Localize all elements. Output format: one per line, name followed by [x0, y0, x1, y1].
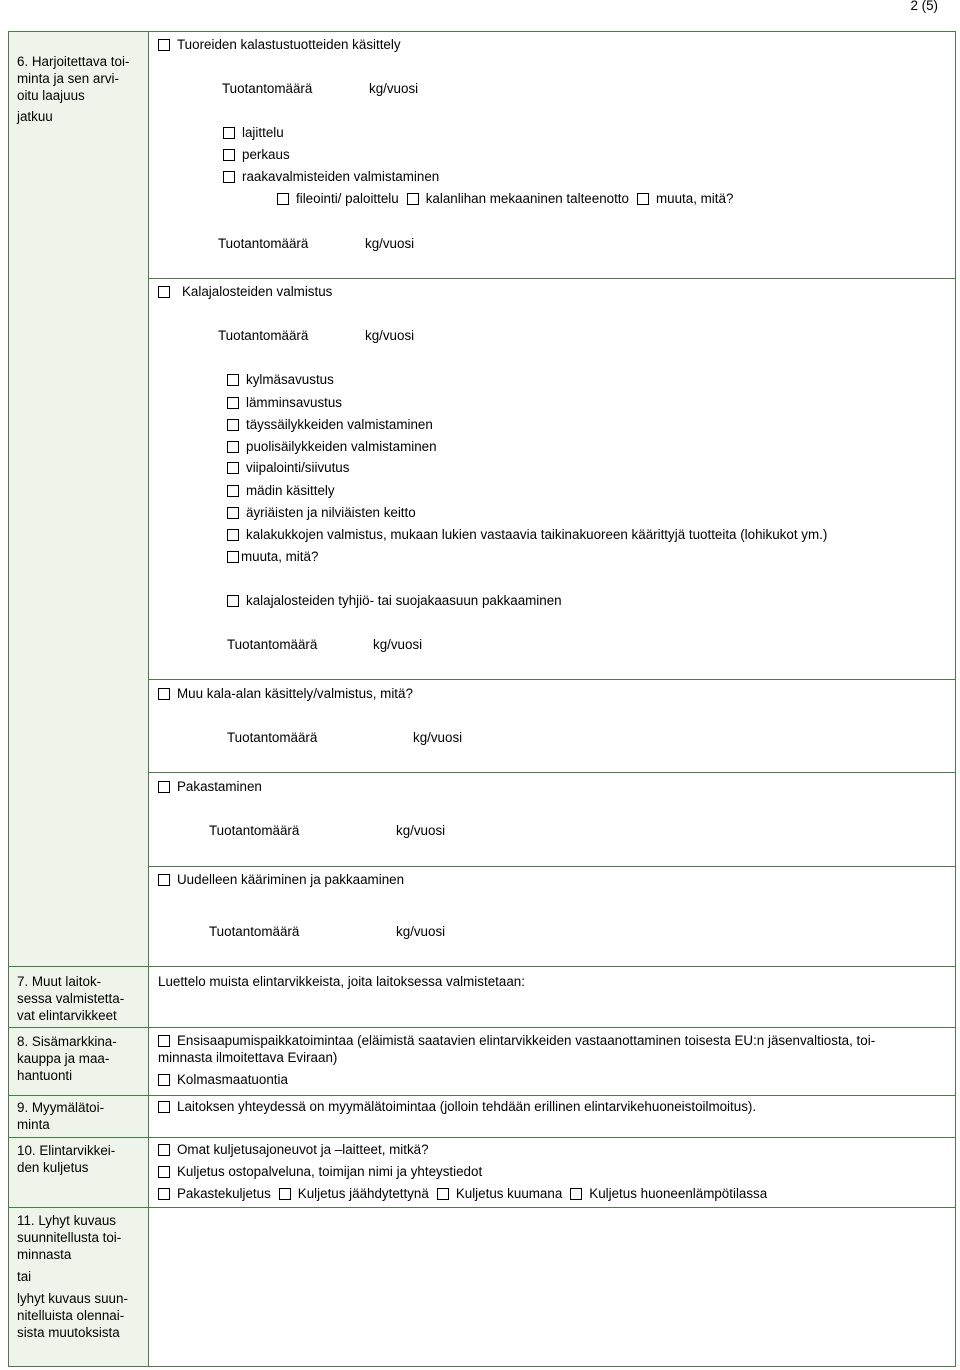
fish-pastry-option[interactable] [227, 527, 827, 544]
shellfish-cooking-option[interactable] [227, 505, 416, 522]
quantity-label: Tuotantomäärä [209, 924, 300, 939]
processed-other-option[interactable] [227, 549, 318, 566]
divider-section10-11 [8, 1207, 956, 1208]
column-divider [148, 31, 149, 1367]
other-fish-handling-option[interactable] [158, 686, 413, 703]
option-label: Uudelleen kääriminen ja pakkaaminen [177, 872, 405, 887]
third-country-import-option[interactable] [158, 1072, 288, 1089]
section11-label-line: 11. Lyhyt kuvaus [17, 1213, 116, 1228]
unit-label: kg/vuosi [369, 81, 419, 96]
checkbox[interactable] [158, 688, 170, 700]
checkbox[interactable] [227, 441, 239, 453]
frozen-transport-option[interactable] [158, 1186, 271, 1203]
page-number: 2 (5) [910, 0, 938, 13]
checkbox[interactable] [277, 193, 289, 205]
option-label: lämminsavustus [246, 395, 342, 410]
filleting-option[interactable] [277, 191, 399, 208]
section7-label-line: 7. Muut laitok- [17, 974, 102, 989]
rewrap-option[interactable] [158, 872, 404, 889]
fresh-handling-option[interactable] [158, 37, 401, 54]
section11-label-line: sista muutoksista [17, 1325, 120, 1340]
section9-label-line: 9. Myymälätoi- [17, 1100, 105, 1115]
fresh-handling-label: Tuoreiden kalastustuotteiden käsittely [177, 37, 401, 52]
section11-label-line: nitelluista olennai- [17, 1308, 125, 1323]
hot-transport-option[interactable] [437, 1186, 562, 1203]
other-what-option[interactable] [637, 191, 733, 208]
section9-label [17, 1099, 104, 1133]
checkbox[interactable] [279, 1188, 291, 1200]
section7-label-line: sessa valmistetta- [17, 991, 125, 1006]
option-label: kalanlihan mekaaninen talteenotto [425, 191, 629, 206]
checkbox[interactable] [158, 781, 170, 793]
option-label: Kolmasmaatuontia [177, 1072, 288, 1087]
option-label: kylmäsavustus [246, 372, 334, 387]
checkbox[interactable] [227, 397, 239, 409]
option-label: Pakastaminen [177, 779, 262, 794]
description-field[interactable] [150, 1209, 954, 1365]
checkbox[interactable] [227, 485, 239, 497]
chilled-transport-option[interactable] [279, 1186, 429, 1203]
checkbox[interactable] [637, 193, 649, 205]
option-label: viipalointi/siivutus [246, 460, 350, 475]
outsourced-transport-option[interactable] [158, 1164, 482, 1181]
shop-activity-option[interactable] [158, 1099, 756, 1116]
option-label: Kuljetus ostopalveluna, toimijan nimi ja yhteystiedot [177, 1164, 483, 1179]
fish-products-label: Kalajalosteiden valmistus [182, 284, 333, 299]
raw-preparations-option[interactable] [223, 169, 439, 186]
option-label: Pakastekuljetus [177, 1186, 271, 1201]
option-label: täyssäilykkeiden valmistaminen [246, 417, 433, 432]
full-preserves-option[interactable] [227, 417, 433, 434]
ambient-transport-option[interactable] [570, 1186, 767, 1203]
quantity-label: Tuotantomäärä [227, 730, 318, 745]
checkbox[interactable] [570, 1188, 582, 1200]
own-vehicles-option[interactable] [158, 1142, 429, 1159]
section7-label [17, 973, 124, 1024]
table-left-border [8, 31, 9, 1367]
table-bottom-border [8, 1366, 956, 1367]
checkbox[interactable] [158, 1166, 170, 1178]
unit-label: kg/vuosi [365, 328, 415, 343]
other-foods-text: Luettelo muista elintarvikkeista, joita laitoksessa valmistetaan: [158, 974, 525, 989]
checkbox[interactable] [227, 507, 239, 519]
semi-preserves-option[interactable] [227, 439, 437, 456]
divider-section8-9 [8, 1095, 956, 1096]
divider-freezing [148, 866, 956, 867]
section6-label-line: minta ja sen arvi- [17, 71, 119, 86]
checkbox[interactable] [227, 419, 239, 431]
checkbox[interactable] [407, 193, 419, 205]
freezing-option[interactable] [158, 779, 262, 796]
section9-label-line: minta [17, 1117, 50, 1132]
option-label: Kuljetus kuumana [455, 1186, 563, 1201]
option-label: kalajalosteiden tyhjiö- tai suojakaasuun pakkaaminen [246, 593, 562, 608]
vacuum-packaging-option[interactable] [227, 593, 562, 610]
section6-label [17, 53, 129, 125]
fish-products-option[interactable] [158, 284, 332, 301]
unit-label: kg/vuosi [413, 730, 463, 745]
checkbox[interactable] [227, 374, 239, 386]
first-arrival-option[interactable] [158, 1033, 875, 1050]
unit-label: kg/vuosi [396, 823, 446, 838]
checkbox[interactable] [223, 149, 235, 161]
section11-label [17, 1212, 128, 1341]
section6-label-line: jatkuu [17, 109, 53, 124]
section10-label-line: 10. Elintarvikkei- [17, 1143, 116, 1158]
option-label: muuta, mitä? [655, 191, 734, 206]
section10-label-line: den kuljetus [17, 1160, 89, 1175]
option-label: perkaus [242, 147, 290, 162]
section8-label-line: hantuonti [17, 1068, 73, 1083]
section10-label [17, 1142, 115, 1176]
divider-section9-10 [8, 1137, 956, 1138]
divider-section7-8 [8, 1027, 956, 1028]
gutting-option[interactable] [223, 147, 290, 164]
table-right-border [955, 31, 956, 1367]
checkbox[interactable] [158, 1101, 170, 1113]
divider-fresh [148, 278, 956, 279]
option-label: kalakukkojen valmistus, mukaan lukien vastaavia taikinakuoreen käärittyjä tuotteita (lohikukot ym.) [246, 527, 828, 542]
option-label: Kuljetus huoneenlämpötilassa [589, 1186, 768, 1201]
unit-label: kg/vuosi [373, 637, 423, 652]
section7-label-line: vat elintarvikkeet [17, 1008, 117, 1023]
option-label: raakavalmisteiden valmistaminen [242, 169, 440, 184]
section11-label-line: lyhyt kuvaus suun- [17, 1291, 128, 1306]
checkbox[interactable] [158, 1188, 170, 1200]
unit-label: kg/vuosi [365, 236, 415, 251]
section6-label-line: 6. Harjoitettava toi- [17, 54, 130, 69]
roe-handling-option[interactable] [227, 483, 335, 500]
option-label: muuta, mitä? [241, 549, 319, 564]
option-label: puolisäilykkeiden valmistaminen [246, 439, 437, 454]
checkbox[interactable] [158, 1074, 170, 1086]
unit-label: kg/vuosi [396, 924, 446, 939]
option-label: äyriäisten ja nilviäisten keitto [246, 505, 416, 520]
hot-smoking-option[interactable] [227, 395, 342, 412]
option-label: Kuljetus jäähdytettynä [297, 1186, 429, 1201]
transport-type-row [158, 1186, 767, 1203]
option-label: Laitoksen yhteydessä on myymälätoimintaa (jolloin tehdään erillinen elintarvikehuoneistoilmoitus). [177, 1099, 757, 1114]
option-label: lajittelu [242, 125, 284, 140]
section8-label [17, 1033, 117, 1084]
section8-label-line: 8. Sisämarkkina- [17, 1034, 117, 1049]
table-top-border [8, 31, 956, 32]
first-arrival-continued: minnasta ilmoitettava Eviraan) [158, 1050, 338, 1065]
slicing-option[interactable] [227, 460, 349, 477]
checkbox[interactable] [158, 286, 170, 298]
option-label: fileointi/ paloittelu [296, 191, 399, 206]
sorting-option[interactable] [223, 125, 284, 142]
raw-suboptions-row [277, 191, 733, 208]
checkbox[interactable] [223, 127, 235, 139]
quantity-label: Tuotantomäärä [209, 823, 300, 838]
checkbox[interactable] [158, 1144, 170, 1156]
section8-label-line: kauppa ja maa- [17, 1051, 110, 1066]
checkbox[interactable] [227, 595, 239, 607]
quantity-label: Tuotantomäärä [218, 236, 309, 251]
divider-other [148, 772, 956, 773]
divider-processed [148, 679, 956, 680]
divider-section6-7 [8, 966, 956, 967]
checkbox[interactable] [158, 39, 170, 51]
checkbox[interactable] [437, 1188, 449, 1200]
checkbox[interactable] [158, 874, 170, 886]
checkbox[interactable] [227, 462, 239, 474]
section6-label-line: oitu laajuus [17, 88, 85, 103]
section11-label-line: minnasta [17, 1247, 72, 1262]
option-label: Ensisaapumispaikkatoimintaa (eläimistä saatavien elintarvikkeiden vastaanottaminen toisesta EU:n jäsenvaltiosta, toi- [177, 1033, 876, 1048]
quantity-label: Tuotantomäärä [227, 637, 318, 652]
quantity-label: Tuotantomäärä [222, 81, 313, 96]
quantity-label: Tuotantomäärä [218, 328, 309, 343]
checkbox[interactable] [227, 529, 239, 541]
mechanical-recovery-option[interactable] [407, 191, 629, 208]
cold-smoking-option[interactable] [227, 372, 334, 389]
section11-label-line: suunnitellusta toi- [17, 1230, 122, 1245]
option-label: Muu kala-alan käsittely/valmistus, mitä? [177, 686, 413, 701]
option-label: Omat kuljetusajoneuvot ja –laitteet, mitkä? [177, 1142, 429, 1157]
checkbox[interactable] [158, 1035, 170, 1047]
option-label: mädin käsittely [246, 483, 335, 498]
section11-label-line: tai [17, 1269, 32, 1284]
checkbox[interactable] [223, 171, 235, 183]
checkbox[interactable] [227, 551, 239, 563]
